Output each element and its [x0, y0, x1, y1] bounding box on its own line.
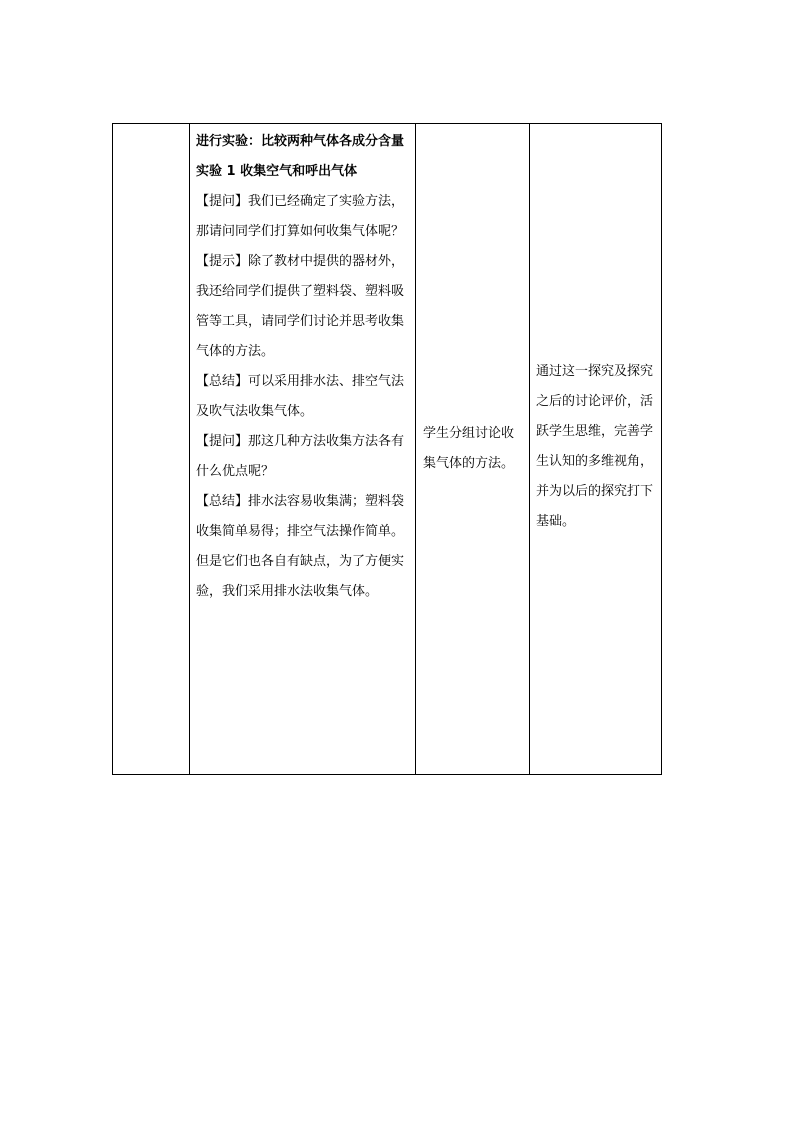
student-activity-cell [416, 124, 530, 775]
paragraph-question-2: 【提问】那这几种方法收集方法各有什么优点呢？ [196, 434, 405, 479]
student-activity-text: 学生分组讨论收集气体的方法。 [423, 426, 515, 471]
experiment-title: 进行实验：比较两种气体各成分含量 [196, 134, 405, 149]
paragraph-hint: 【提示】除了教材中提供的器材外，我还给同学们提供了塑料袋、塑料吸管等工具，请同学们讨论并思考收集气体的方法。 [196, 254, 405, 359]
teacher-activity-content [190, 124, 415, 607]
table-row [113, 124, 662, 775]
paragraph-question-1: 【提问】我们已经确定了实验方法，那请问同学们打算如何收集气体呢？ [196, 194, 405, 239]
design-intent-cell [530, 124, 662, 775]
experiment-subtitle: 实验 1 收集空气和呼出气体 [196, 164, 358, 179]
teacher-activity-cell [190, 124, 416, 775]
design-intent-text: 通过这一探究及探究之后的讨论评价，活跃学生思维，完善学生认知的多维视角，并为以后的探究打下基础。 [536, 364, 654, 529]
paragraph-summary-1: 【总结】可以采用排水法、排空气法及吹气法收集气体。 [196, 374, 405, 419]
lesson-plan-table [112, 123, 662, 775]
empty-cell [113, 124, 190, 775]
paragraph-summary-2: 【总结】排水法容易收集满；塑料袋收集简单易得；排空气法操作简单。但是它们也各自有缺点，为了方便实验，我们采用排水法收集气体。 [196, 494, 405, 599]
